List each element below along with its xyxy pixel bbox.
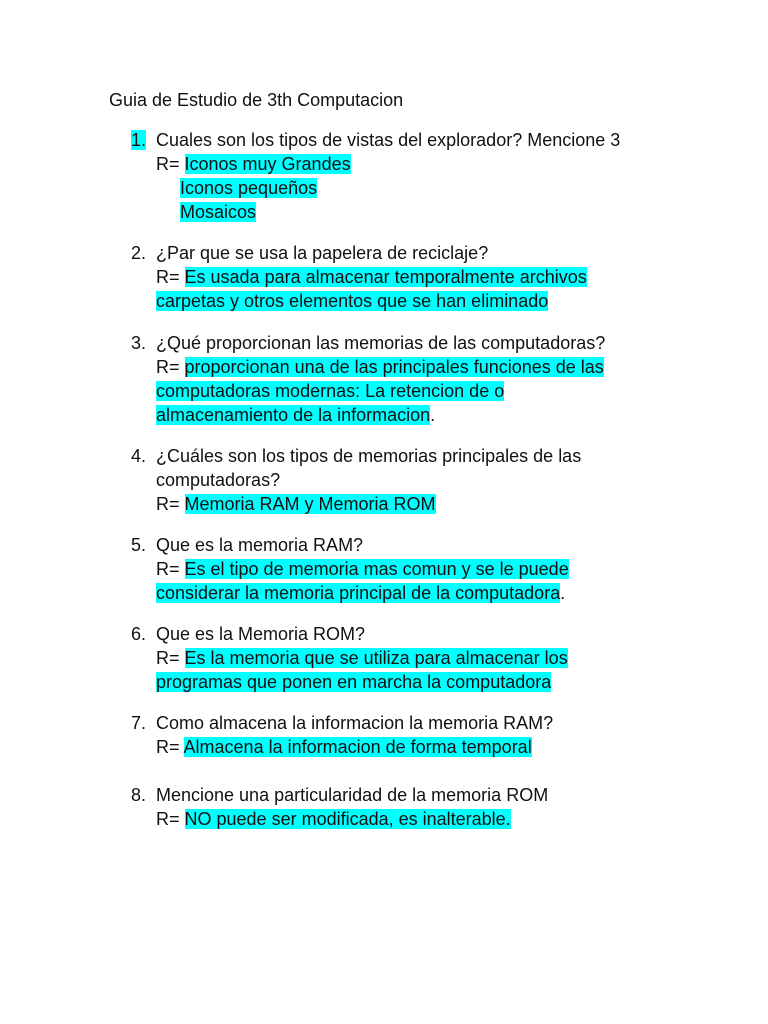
question-text: computadoras? [156,470,281,490]
question-body [156,331,646,427]
answer-line [156,379,646,403]
answer-prefix: R= [156,809,185,829]
answer-line [156,581,646,605]
answer-line [156,492,646,516]
question-number: 8. [131,785,147,805]
answer-highlight: computadoras modernas: La retencion de o [156,381,505,401]
answer-prefix: R= [156,737,184,757]
question-number: 5. [131,535,147,555]
question-body [156,533,646,605]
answer-suffix: . [430,405,436,425]
answer-line [156,735,646,759]
answer-prefix: R= [156,154,185,174]
question-text: Cuales son los tipos de vistas del explorador? Mencione 3 [156,130,621,150]
question-text: ¿Qué proporcionan las memorias de las computadoras? [156,333,606,353]
question-body [156,444,646,516]
answer-highlight: Es la memoria que se utiliza para almacenar los [184,648,568,668]
answer-line [156,670,646,694]
answer-suffix: . [560,583,566,603]
answer-line [156,355,646,379]
answer-line [156,152,646,176]
document-title: Guia de Estudio de 3th Computacion [109,90,404,110]
question-text: Mencione una particularidad de la memoria ROM [156,785,549,805]
answer-highlight: NO puede ser modificada, es inalterable. [184,809,511,829]
question-number: 2. [131,243,147,263]
answer-highlight: Es usada para almacenar temporalmente archivos [184,267,587,287]
question-number [131,128,146,152]
question-text: Como almacena la informacion la memoria RAM? [156,713,554,733]
question-number-highlight: 1. [131,130,147,150]
answer-prefix: R= [156,559,185,579]
answer-line [156,807,646,831]
answer-highlight: proporcionan una de las principales funciones de las [184,357,604,377]
answer-highlight: Iconos muy Grandes [184,154,351,174]
answer-highlight: Almacena la informacion de forma temporal [183,737,532,757]
answer-line [156,557,646,581]
answer-highlight: programas que ponen en marcha la computadora [156,672,552,692]
answer-line [156,289,646,313]
answer-highlight: Mosaicos [180,202,257,222]
question-number: 6. [131,624,147,644]
answer-highlight: carpetas y otros elementos que se han eliminado [156,291,549,311]
question-text: ¿Cuáles son los tipos de memorias principales de las [156,446,582,466]
question-text: ¿Par que se usa la papelera de reciclaje? [156,243,489,263]
answer-line [156,200,646,224]
question-number: 4. [131,446,147,466]
answer-highlight: Iconos pequeños [180,178,318,198]
question-body [156,241,646,313]
question-body [156,128,646,224]
answer-highlight: Memoria RAM y Memoria ROM [184,494,436,514]
answer-prefix: R= [156,494,185,514]
answer-line [156,265,646,289]
question-text: Que es la memoria RAM? [156,535,364,555]
question-number: 3. [131,333,147,353]
answer-highlight: almacenamiento de la informacion [156,405,431,425]
question-body [156,711,646,759]
question-number: 7. [131,713,147,733]
question-body [156,783,646,831]
answer-prefix: R= [156,267,185,287]
question-body [156,622,646,694]
answer-line [156,646,646,670]
answer-prefix: R= [156,357,185,377]
answer-line [156,176,646,200]
answer-highlight: considerar la memoria principal de la computadora [156,583,561,603]
answer-highlight: Es el tipo de memoria mas comun y se le puede [184,559,569,579]
question-text: Que es la Memoria ROM? [156,624,366,644]
answer-line [156,403,646,427]
answer-prefix: R= [156,648,185,668]
